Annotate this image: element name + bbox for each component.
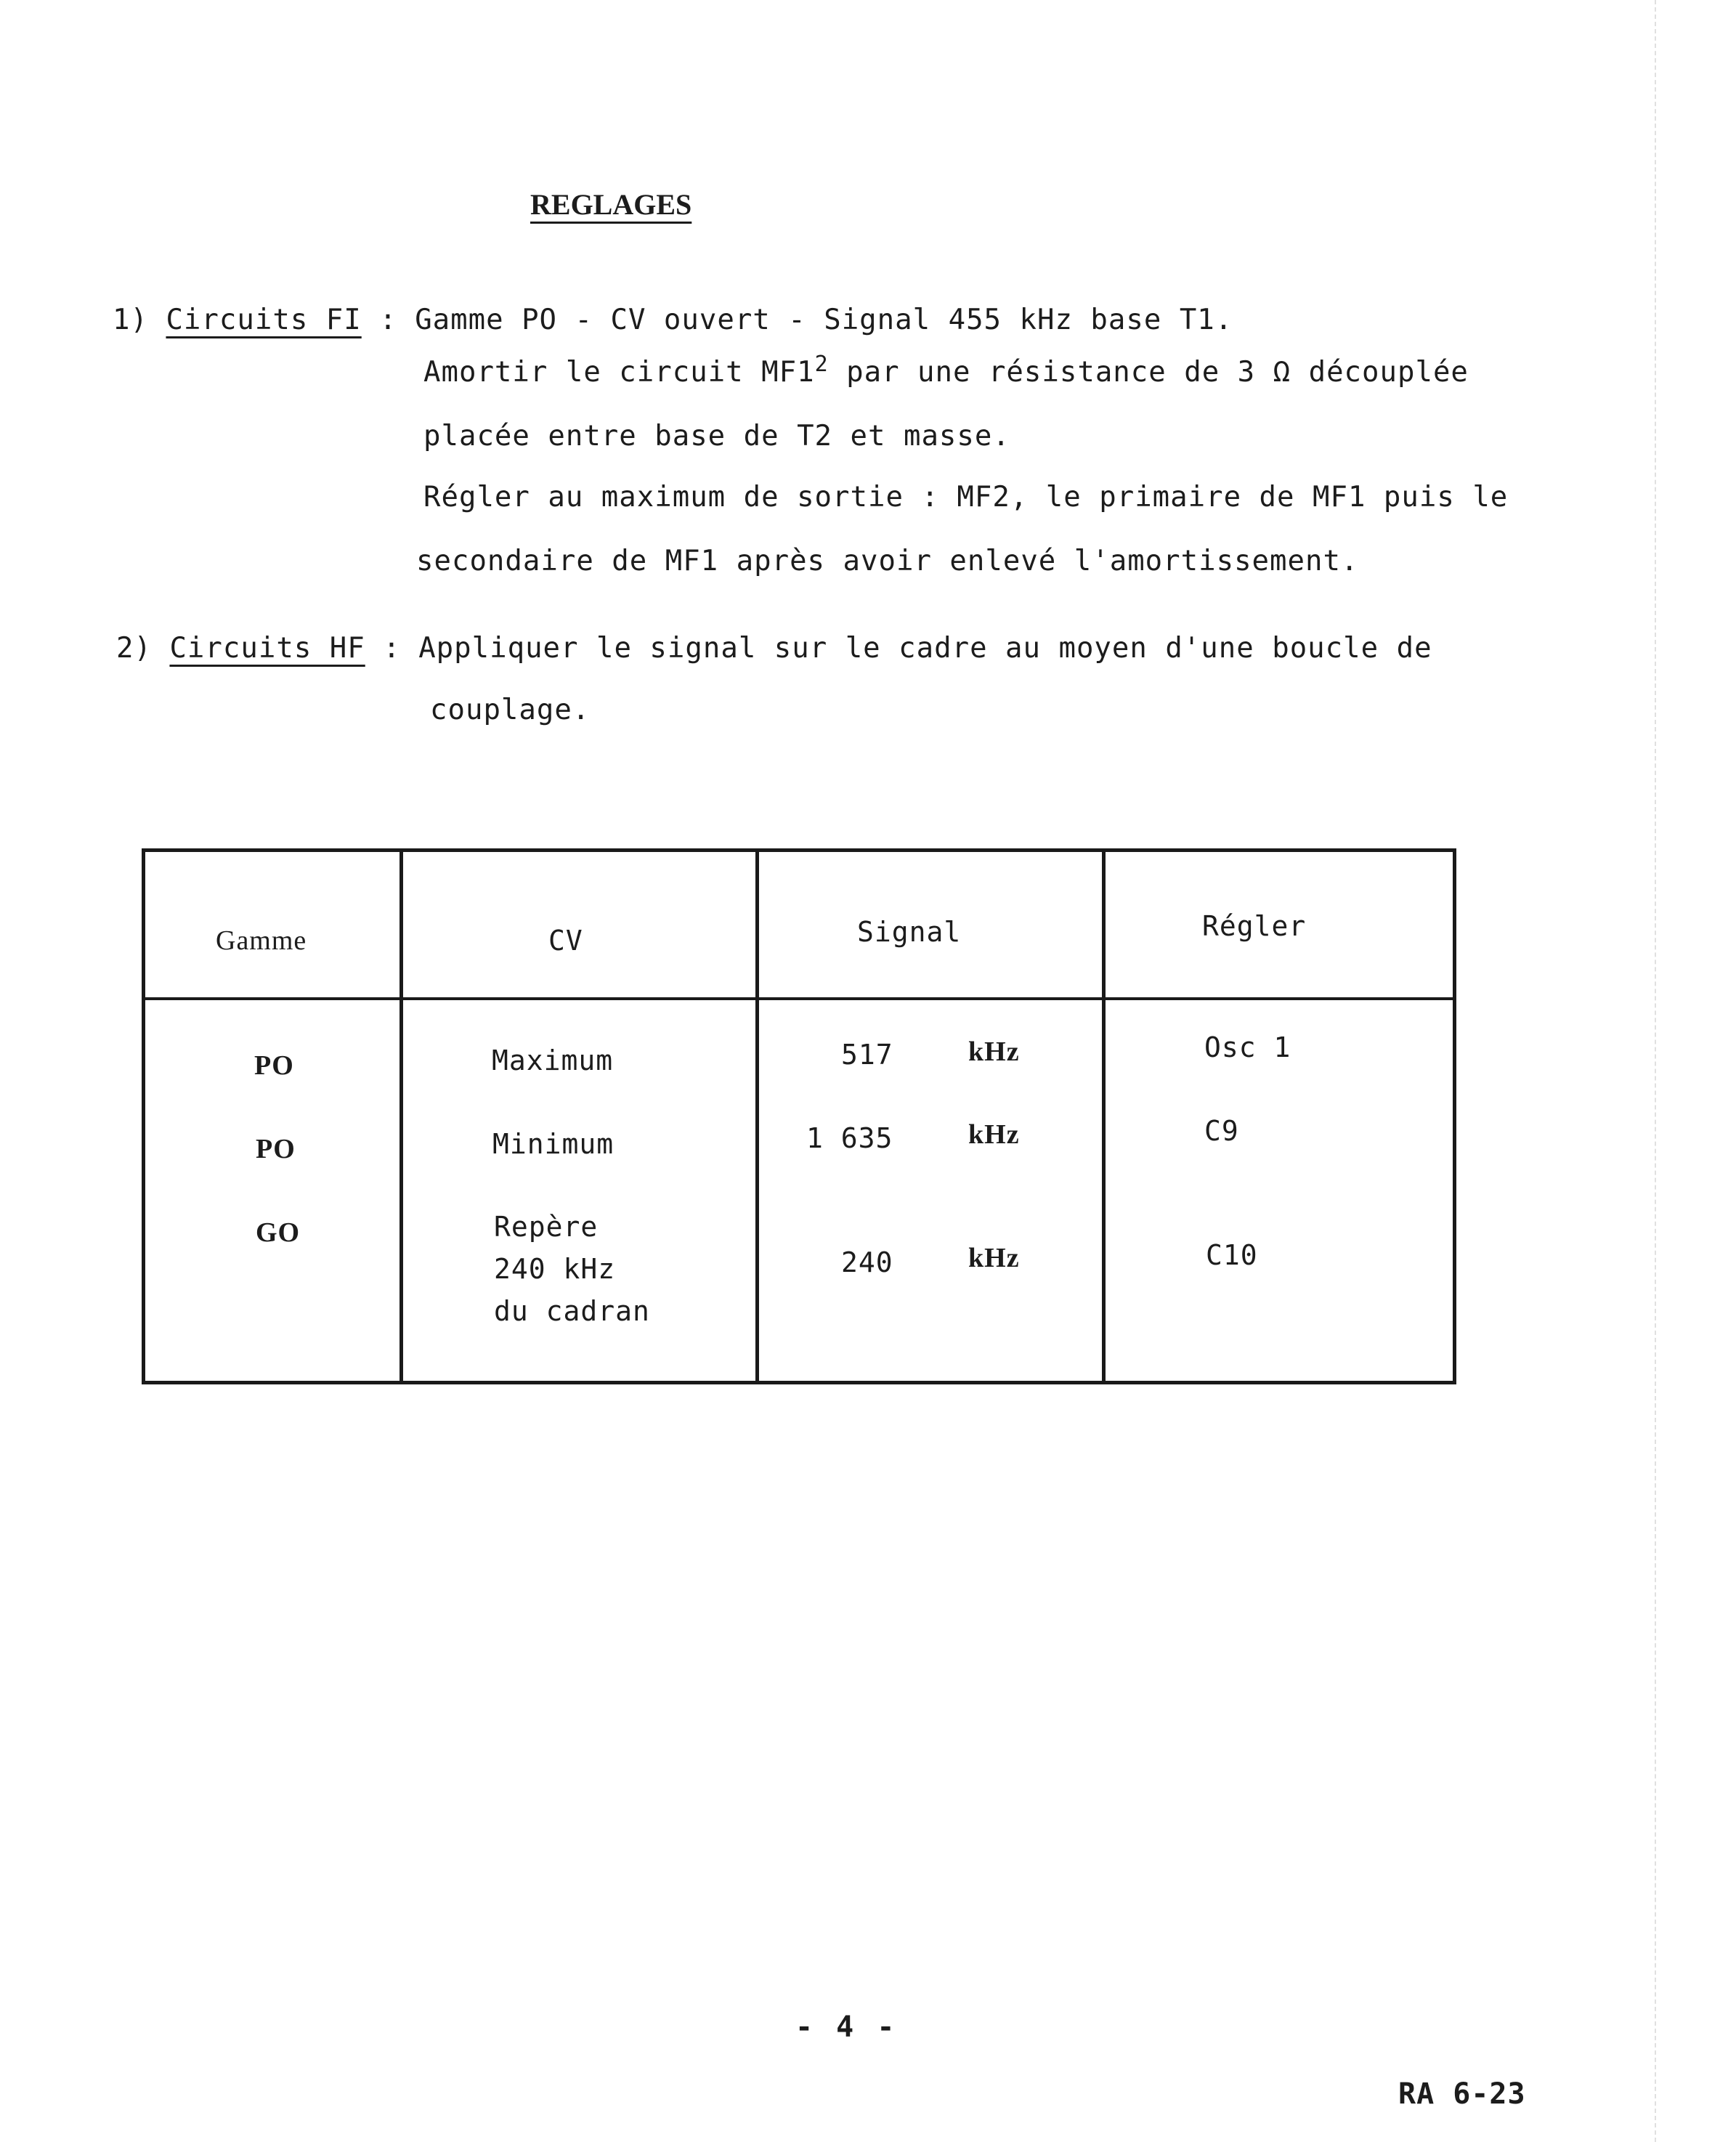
section-1-line-5: secondaire de MF1 après avoir enlevé l'amortissement. [416,545,1359,577]
table-row-1-regler: Osc 1 [1204,1031,1291,1063]
document-reference: RA 6-23 [1398,2077,1526,2111]
table-row-3-regler: C10 [1206,1239,1258,1271]
section-1-text-1: Gamme PO - CV ouvert - Signal 455 kHz base T1. [415,304,1233,336]
table-header-divider [145,997,1453,1000]
table-column-divider [755,852,759,1381]
table-column-divider [1102,852,1106,1381]
section-1-heading: Circuits FI [166,304,362,336]
page-title: REGLAGES [530,188,692,221]
table-row-2-cv: Minimum [492,1128,615,1160]
section-1-line-2 [423,352,1469,389]
table-row-3-cv-line-1: Repère [494,1211,599,1243]
table-header-gamme: Gamme [216,925,307,956]
table-row-1-signal-unit: kHz [968,1036,1020,1067]
table-row-3-signal-value: 240 [841,1246,893,1278]
section-2-line-2: couplage. [430,694,591,726]
section-1-number: 1) [113,304,148,336]
table-row-3-signal-unit: kHz [968,1243,1020,1273]
table-row-1-signal-value: 517 [841,1039,893,1071]
table-header-regler: Régler [1202,910,1307,942]
table-header-signal: Signal [857,916,962,948]
section-2-text-1: Appliquer le signal sur le cadre au moyen d'une boucle de [418,632,1432,665]
table-column-divider [399,852,403,1381]
section-1-line-4: Régler au maximum de sortie : MF2, le primaire de MF1 puis le [423,481,1509,514]
section-2-number: 2) [116,632,152,665]
table-row-3-cv-line-3: du cadran [494,1295,650,1327]
section-1-text-2b: par une résistance de 3 Ω découplée [828,356,1469,389]
table-row-2-gamme: PO [256,1134,296,1164]
page-number: - 4 - [795,2011,898,2044]
section-1-text-2a: Amortir le circuit MF1 [423,356,815,389]
table-row-1-gamme: PO [254,1050,294,1081]
section-1-line-3: placée entre base de T2 et masse. [423,420,1010,453]
table-row-2-signal-unit: kHz [968,1119,1020,1150]
table-row-2-regler: C9 [1204,1115,1239,1147]
table-row-1-cv: Maximum [492,1044,614,1076]
superscript: 2 [814,352,829,377]
table-header-cv: CV [548,925,583,957]
settings-table [142,848,1456,1384]
section-1-separator: : [379,304,397,336]
section-2-separator: : [383,632,401,665]
table-row-3-gamme: GO [256,1217,301,1248]
scan-margin-line [1655,0,1656,2142]
section-2-line-1 [116,632,1432,665]
section-1-line-1 [113,304,1233,336]
section-2-heading: Circuits HF [169,632,365,665]
table-row-3-cv-line-2: 240 kHz [494,1253,616,1285]
table-row-2-signal-value: 1 635 [806,1122,893,1154]
